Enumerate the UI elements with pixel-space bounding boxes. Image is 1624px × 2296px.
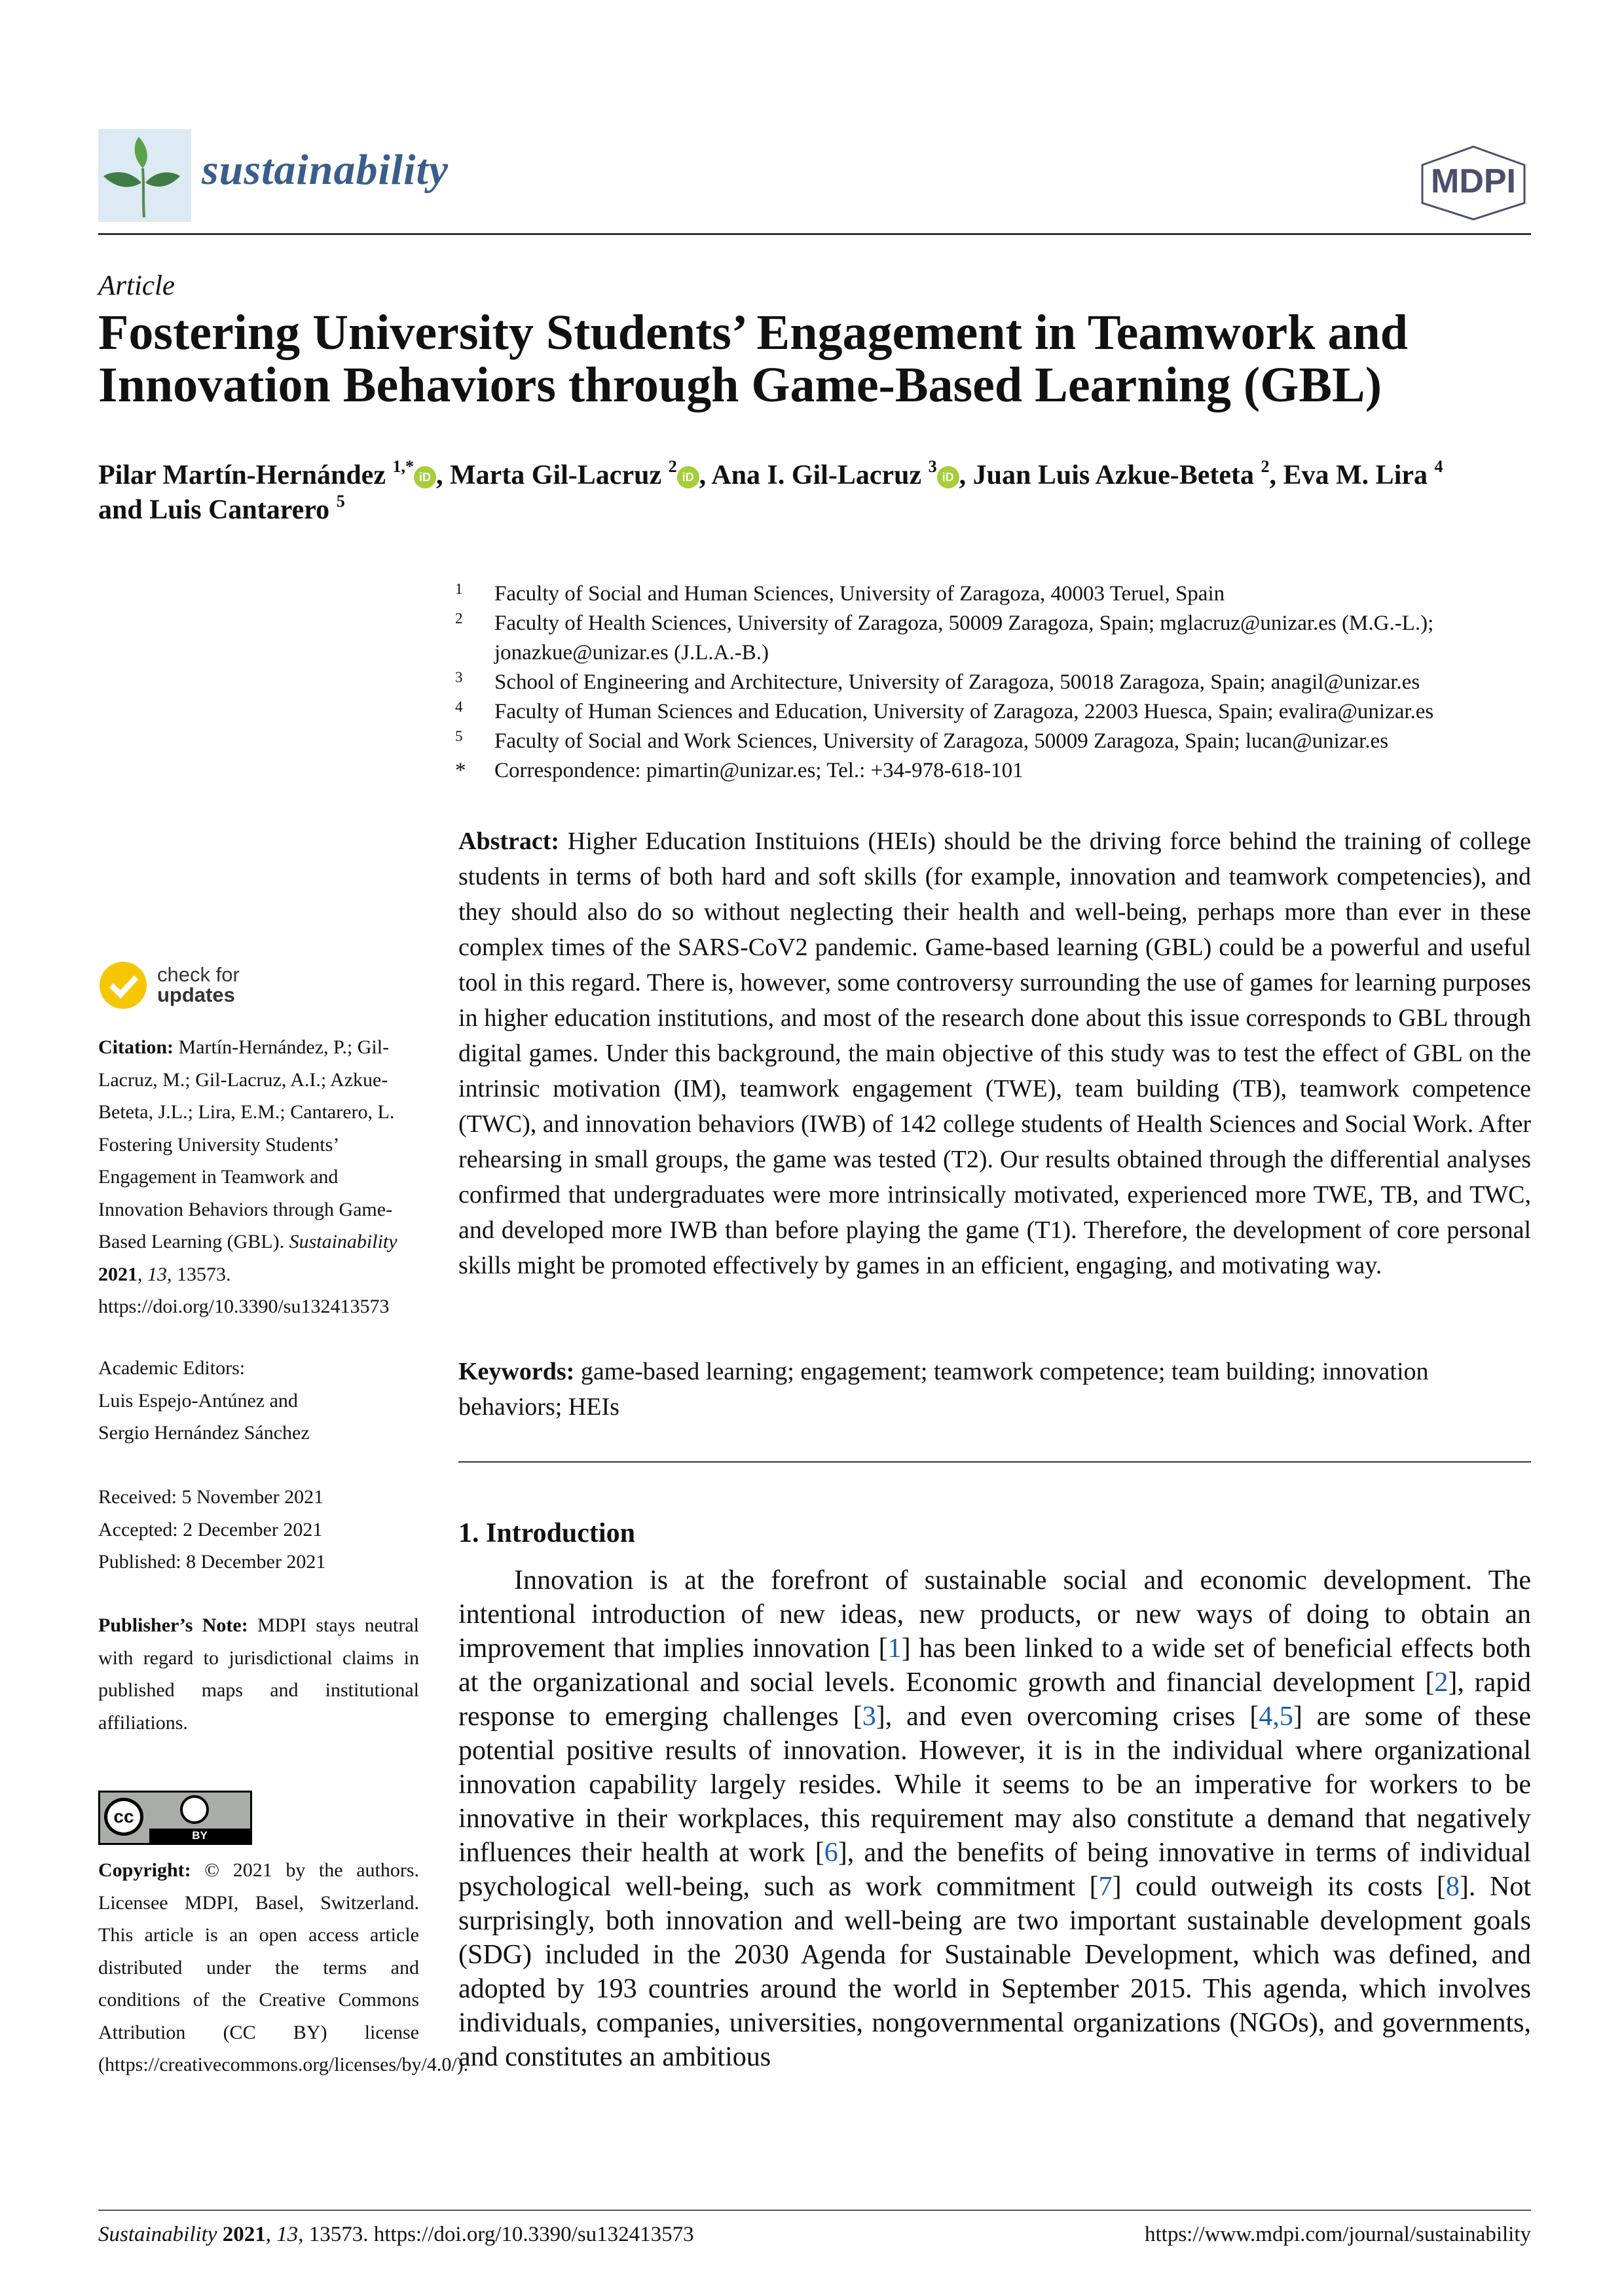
affiliation-text: Correspondence: pimartin@unizar.es; Tel.: +34-978-618-101 xyxy=(494,759,1024,782)
copyright xyxy=(98,1854,469,2081)
leaf-icon xyxy=(98,129,191,222)
intro-text: ], rapid response to emerging challenges [ xyxy=(458,1667,1531,1732)
affiliation xyxy=(455,668,1536,697)
affiliation-number: 4 xyxy=(455,699,463,715)
author-affiliation-sup: 3 xyxy=(928,456,937,476)
affiliation xyxy=(455,609,1536,668)
reference-link[interactable]: 3 xyxy=(862,1702,876,1732)
affiliation-number: 3 xyxy=(455,669,463,685)
affiliation xyxy=(455,579,1536,609)
journal-logo xyxy=(98,129,191,222)
intro-text: ]. Not surprisingly, both innovation and well-being are two important sustainable development goals (SDG) included in the 2030 Agenda for Sustainable Development, which was defined, and adopted by 193 countries around the world in September 2015. This agenda, which involves individuals, companies, universities, nongovernmental organizations (NGOs), and governments, and constitutes an ambitious xyxy=(458,1872,1531,2072)
affiliation xyxy=(455,727,1536,756)
accepted-date: Accepted: 2 December 2021 xyxy=(98,1518,323,1540)
intro-text: ], and even overcoming crises [ xyxy=(876,1702,1259,1732)
reference-link[interactable]: 7 xyxy=(1098,1872,1113,1902)
author-name: Ana I. Gil-Lacruz xyxy=(711,460,922,490)
author-affiliation-sup: 4 xyxy=(1434,456,1443,476)
affiliation-number: 1 xyxy=(455,581,463,597)
header-rule xyxy=(98,233,1531,235)
intro-text: ], and the benefits of being innovative in terms of individual psychological well-being, such as work commitment [ xyxy=(458,1838,1532,1902)
citation-pages: , 13573. xyxy=(167,1263,231,1285)
cc-by-license-badge[interactable] xyxy=(98,1791,252,1845)
note-text: MDPI stays neutral with regard to jurisdictional claims in published maps and institutional affiliations. xyxy=(98,1614,420,1734)
affiliation-text: Faculty of Social and Human Sciences, University of Zaragoza, 40003 Teruel, Spain xyxy=(494,582,1225,606)
author-affiliation-sup: 1,* xyxy=(392,456,415,476)
citation-doi-link[interactable]: https://doi.org/10.3390/su132413573 xyxy=(98,1296,390,1317)
keywords xyxy=(458,1354,1531,1425)
author-affiliation-sup: 2 xyxy=(1261,456,1270,476)
footer-doi: , 13573. https://doi.org/10.3390/su132413573 xyxy=(298,2223,694,2246)
affiliation-text: School of Engineering and Architecture, University of Zaragoza, 50018 Zaragoza, Spain; anagil@unizar.es xyxy=(494,670,1420,694)
publishers-note xyxy=(98,1609,419,1739)
copyright-text: © 2021 by the authors. Licensee MDPI, Basel, Switzerland. This article is an open access article distributed under the terms and conditions of the Creative Commons Attribution (CC BY) license (https://creativecommons.org/licenses/by/4.0/). xyxy=(98,1859,469,2075)
author-name: Marta Gil-Lacruz xyxy=(450,460,662,490)
keywords-label: Keywords: xyxy=(458,1358,575,1385)
orcid-icon[interactable]: iD xyxy=(937,466,959,488)
affiliation-number: * xyxy=(455,759,466,782)
abstract-rule xyxy=(458,1461,1531,1463)
copyright-label: Copyright: xyxy=(98,1859,191,1881)
affiliation xyxy=(455,697,1536,727)
note-label: Publisher’s Note: xyxy=(98,1614,248,1636)
footer-citation: Sustainability 2021, 13, 13573. https://doi.org/10.3390/su132413573 xyxy=(98,2223,694,2246)
author-name: Eva M. Lira xyxy=(1283,460,1428,490)
author-list: Pilar Martín-Hernández $^{1,*}$iD , Marta Gil-Lacruz $^2$iD , Ana I. Gil-Lacruz $^3$iD , Juan Luis Azkue-Beteta $^2$, Eva M. Lira $^4$ and Luis Cantarero $^5$ xyxy=(98,456,1443,525)
article-type: Article xyxy=(98,270,175,301)
affiliations xyxy=(455,579,1536,786)
affiliation-number: 5 xyxy=(455,728,463,744)
abstract-label: Abstract: xyxy=(458,828,560,855)
by-label: BY xyxy=(149,1829,250,1843)
reference-link[interactable]: 4,5 xyxy=(1259,1702,1293,1732)
published-date: Published: 8 December 2021 xyxy=(98,1551,326,1573)
attribution-icon xyxy=(180,1795,209,1824)
affiliation-text: Faculty of Human Sciences and Education, University of Zaragoza, 22003 Huesca, Spain; evalira@unizar.es xyxy=(494,700,1434,723)
author-affiliation-sup: 5 xyxy=(336,491,345,511)
footer-journal-url[interactable]: https://www.mdpi.com/journal/sustainability xyxy=(1145,2223,1531,2246)
reference-link[interactable]: 2 xyxy=(1434,1667,1449,1698)
footer-journal: Sustainability xyxy=(98,2223,217,2246)
abstract xyxy=(458,824,1531,1283)
intro-text: ] are some of these potential positive results of innovation. However, it is in the individual where organizational innovation capability largely resides. While it seems to be an imperative for workers to be innovative in their workplaces, this requirement may also constitute a demand that negatively influences their health at work [ xyxy=(458,1702,1531,1868)
editor: Sergio Hernández Sánchez xyxy=(98,1422,310,1444)
svg-text:MDPI: MDPI xyxy=(1431,162,1516,200)
affiliation-text: Faculty of Health Sciences, University of Zaragoza, 50009 Zaragoza, Spain; mglacruz@unizar.es (M.G.-L.); jonazkue@unizar.es (J.L.A.-B.) xyxy=(494,611,1434,665)
footer-rule xyxy=(98,2210,1531,2211)
orcid-icon[interactable]: iD xyxy=(414,466,436,488)
reference-link[interactable]: 8 xyxy=(1445,1872,1460,1902)
check-line2: updates xyxy=(157,983,235,1006)
footer-year: 2021 xyxy=(222,2223,266,2246)
abstract-text: Higher Education Instituions (HEIs) should be the driving force behind the training of college students in terms of both hard and soft skills (for example, innovation and teamwork competencies), and they should also do so without neglecting their health and well-being, perhaps more than ever in these complex times of the SARS-CoV2 pandemic. Game-based learning (GBL) could be a powerful and useful tool in this regard. There is, however, some controversy surrounding the use of games for learning purposes in higher education institutions, and most of the research done about this issue corresponds to GBL through digital games. Under this background, the main objective of this study was to test the effect of GBL on the intrinsic motivation (IM), teamwork engagement (TWE), team building (TB), teamwork competence (TWC), and innovation behaviors (IWB) of 142 college students of Health Sciences and Social Work. After rehearsing in small groups, the game was tested (T2). Our results obtained through the differential analyses confirmed that undergraduates were more intrinsically motivated, experienced more TWE, TB, and TWC, and developed more IWB than before playing the game (T1). Therefore, the development of core personal skills might be promoted effectively by games in an efficient, engaging, and motivating way. xyxy=(458,828,1532,1279)
journal-name: sustainability xyxy=(202,146,449,194)
citation-year: 2021 xyxy=(98,1263,138,1285)
author-name: Pilar Martín-Hernández xyxy=(98,460,386,490)
citation-volume: 13 xyxy=(147,1263,167,1285)
check-line1: check for xyxy=(157,963,240,986)
intro-text: ] has been linked to a wide set of beneficial effects both at the organizational and social levels. Economic growth and financial development [ xyxy=(458,1633,1531,1698)
citation-label: Citation: xyxy=(98,1036,174,1058)
received-date: Received: 5 November 2021 xyxy=(98,1486,324,1508)
editor: Luis Espejo-Antúnez and xyxy=(98,1389,298,1412)
citation: Citation: Martín-Hernández, P.; Gil-Lacruz, M.; Gil-Lacruz, A.I.; Azkue-Beteta, J.L.; Lira, E.M.; Cantarero, L. Fostering University Students’ Engagement in Teamwork and Innovation Behaviors through Game-Based Learning (GBL). Sustainability 2021, 13, 13573. https://doi.org/10.3390/su132413573 xyxy=(98,1036,397,1317)
reference-link[interactable]: 6 xyxy=(824,1838,838,1868)
footer-volume: 13 xyxy=(276,2223,299,2246)
reference-link[interactable]: 1 xyxy=(887,1633,902,1664)
keywords-text: game-based learning; engagement; teamwork competence; team building; innovation behaviors; HEIs xyxy=(458,1358,1429,1421)
intro-text: Innovation is at the forefront of sustainable social and economic development. The intentional introduction of new ideas, new products, or new ways of doing to obtain an improvement that implies innovation [ xyxy=(458,1565,1531,1664)
section-heading: 1. Introduction xyxy=(458,1518,635,1548)
mdpi-logo xyxy=(1414,145,1532,221)
paper-title: Fostering University Students’ Engagement in Teamwork and Innovation Behaviors through Game-Based Learning (GBL) xyxy=(98,305,1409,412)
affiliation-text: Faculty of Social and Work Sciences, University of Zaragoza, 50009 Zaragoza, Spain; lucan@unizar.es xyxy=(494,729,1389,753)
author-affiliation-sup: 2 xyxy=(668,456,677,476)
check-for-updates-button[interactable] xyxy=(98,959,419,1011)
affiliation-number: 2 xyxy=(455,610,463,627)
check-icon xyxy=(98,960,148,1010)
editors-label: Academic Editors: xyxy=(98,1357,246,1379)
citation-text: Martín-Hernández, P.; Gil-Lacruz, M.; Gil-Lacruz, A.I.; Azkue-Beteta, J.L.; Lira, E.M.; Cantarero, L. Fostering University Students’ Engagement in Teamwork and Innovation Behaviors through Game-Based Learning (GBL). xyxy=(98,1036,395,1252)
affiliation xyxy=(455,756,1536,786)
cc-icon: cc xyxy=(104,1798,143,1836)
citation-journal: Sustainability xyxy=(289,1231,397,1252)
dates xyxy=(98,1481,419,1578)
author-name: Juan Luis Azkue-Beteta xyxy=(972,460,1255,490)
academic-editors xyxy=(98,1352,419,1449)
intro-text: ] could outweigh its costs [ xyxy=(1112,1872,1446,1902)
author-name: and Luis Cantarero xyxy=(98,495,330,525)
intro-paragraph xyxy=(458,1563,1531,2074)
orcid-icon[interactable]: iD xyxy=(677,466,699,488)
